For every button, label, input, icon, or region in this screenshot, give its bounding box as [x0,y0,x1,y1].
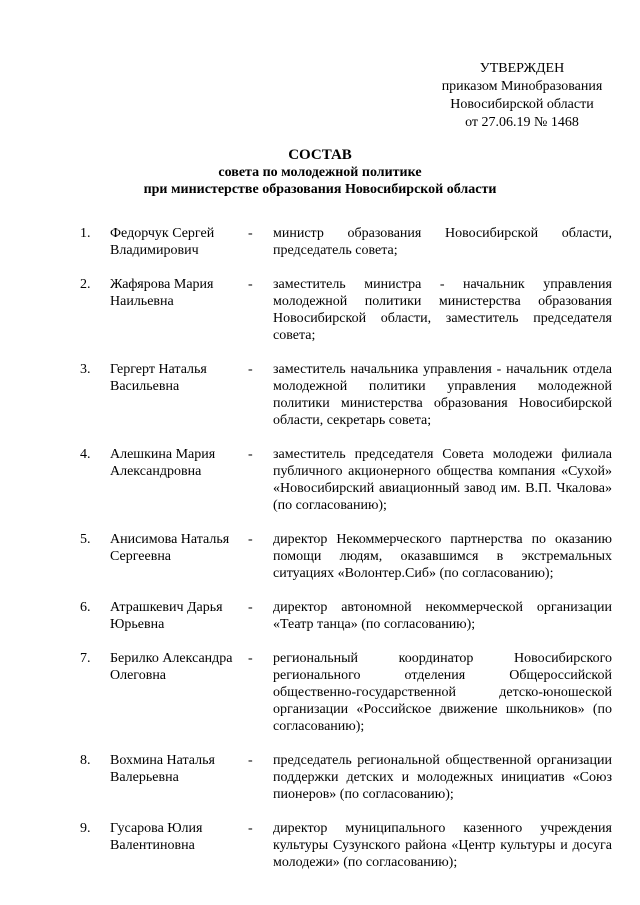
member-role: министр образования Новосибирской области, председатель совета; [273,226,612,258]
approval-title: УТВЕРЖДЕН [479,61,565,76]
member-row [80,650,612,735]
member-name: Вохмина Наталья Валерьевна [110,753,215,785]
approval-stamp [432,60,612,132]
member-dash: - [248,277,253,292]
member-name: Анисимова Наталья Сергеевна [110,532,230,564]
member-name: Алешкина Мария Александровна [110,447,216,479]
member-dash: - [248,362,253,377]
member-role: председатель региональной общественной организации поддержки детских и молодежных инициатив «Союз пионеров» (по согласованию); [273,753,612,802]
member-number: 8. [80,753,91,768]
member-row [80,361,612,429]
member-row [80,752,612,803]
member-name: Гергерт Наталья Васильевна [110,362,207,394]
member-dash: - [248,821,253,836]
document-subtitle-1: совета по молодежной политике [218,165,422,180]
member-number: 9. [80,821,91,836]
document-subtitle-2: при министерстве образования Новосибирской области [143,182,497,197]
members-list [80,225,612,888]
approval-order: приказом Минобразования [441,79,603,94]
member-number: 3. [80,362,91,377]
member-row [80,599,612,633]
member-role: заместитель министра - начальник управления молодежной политики министерства образования Новосибирской области, заместитель председателя совета; [273,277,612,343]
member-dash: - [248,226,253,241]
member-dash: - [248,532,253,547]
member-row [80,276,612,344]
member-role: заместитель начальника управления - начальник отдела молодежной политики управления молодежной политики министерства образования Новосибирской области, секретарь совета; [273,362,612,428]
member-dash: - [248,753,253,768]
member-role: директор муниципального казенного учреждения культуры Сузунского района «Центр культуры и досуга молодежи» (по согласованию); [273,821,612,870]
member-dash: - [248,447,253,462]
member-number: 6. [80,600,91,615]
member-role: региональный координатор Новосибирского регионального отделения Общероссийской общественно-государственной детско-юношеской организации «Российское движение школьников» (по согласованию); [273,651,612,734]
member-number: 2. [80,277,91,292]
approval-region: Новосибирской области [450,97,594,112]
member-number: 7. [80,651,91,666]
member-row [80,446,612,514]
member-name: Атрашкевич Дарья Юрьевна [110,600,223,632]
member-name: Гусарова Юлия Валентиновна [110,821,203,853]
member-name: Жафярова Мария Наильевна [110,277,214,309]
member-row [80,225,612,259]
member-role: директор автономной некоммерческой организации «Театр танца» (по согласованию); [273,600,612,632]
member-number: 5. [80,532,91,547]
member-row [80,820,612,871]
document-title: СОСТАВ [288,147,352,163]
member-number: 1. [80,226,91,241]
member-role: директор Некоммерческого партнерства по оказанию помощи людям, оказавшимся в экстремальных ситуациях «Волонтер.Сиб» (по согласованию); [273,532,612,581]
member-dash: - [248,600,253,615]
member-row [80,531,612,582]
member-number: 4. [80,447,91,462]
approval-date: от 27.06.19 № 1468 [465,115,579,130]
member-name: Берилко Александра Олеговна [110,651,233,683]
member-role: заместитель председателя Совета молодежи филиала публичного акционерного общества компания «Сухой» «Новосибирский авиационный завод им. В.П. Чкалова» (по согласованию); [273,447,612,513]
member-name: Федорчук Сергей Владимирович [110,226,215,258]
member-dash: - [248,651,253,666]
document-heading [0,146,640,198]
